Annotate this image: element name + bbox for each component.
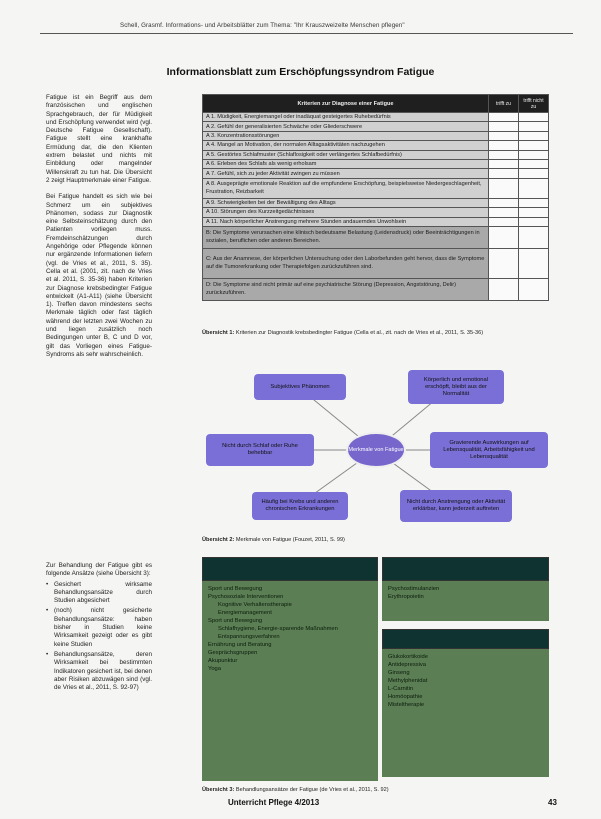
- treatment-column-body: [202, 581, 378, 781]
- left-column-treatment: [46, 562, 152, 694]
- treatment-overview: [202, 557, 549, 819]
- checkbox-cell[interactable]: [489, 208, 519, 217]
- checkbox-cell[interactable]: [519, 150, 549, 159]
- checkbox-cell[interactable]: [519, 159, 549, 168]
- caption-overview-2: [202, 537, 549, 544]
- caption-text: Merkmale von Fatigue (Fouzet, 2011, S. 99): [235, 537, 345, 543]
- caption-overview-1: [202, 330, 549, 337]
- checkbox-cell[interactable]: [489, 178, 519, 198]
- feature-center: Merkmale von Fatigue: [346, 432, 406, 468]
- treatment-item: Psychosoziale Interventionen: [208, 594, 284, 600]
- treatment-item: Misteltherapie: [388, 702, 425, 708]
- caption-label: Übersicht 1:: [202, 330, 235, 336]
- treatment-column-subhead: [382, 629, 549, 649]
- checkbox-cell[interactable]: [519, 113, 549, 122]
- page-title: Informationsblatt zum Erschöpfungssyndrom Fatigue: [166, 66, 435, 78]
- treatment-item: Energiemanagement: [218, 610, 272, 616]
- criteria-table-title: Kriterien zur Diagnose einer Fatigue: [203, 95, 489, 113]
- treatment-item: Homöopathie: [388, 694, 423, 700]
- caption-overview-3: [202, 787, 549, 794]
- criterion-a4: A 4. Mangel an Motivation, der normalen Alltagsaktivitäten nachzugehen: [203, 141, 489, 150]
- treatment-item: Ginseng: [388, 670, 410, 676]
- checkbox-cell[interactable]: [519, 141, 549, 150]
- checkbox-cell[interactable]: [519, 169, 549, 178]
- checkbox-cell[interactable]: [489, 278, 519, 300]
- checkbox-cell[interactable]: [519, 278, 549, 300]
- criterion-a2: A 2. Gefühl der generalisierten Schwäche oder Gliederschwere: [203, 122, 489, 131]
- checkbox-cell[interactable]: [519, 208, 549, 217]
- checkbox-cell[interactable]: [489, 150, 519, 159]
- treatment-column-body: [382, 649, 549, 777]
- feature-mid-left: Nicht durch Schlaf oder Ruhe behebbar: [206, 434, 314, 466]
- treatment-item: L-Carnitin: [388, 686, 414, 692]
- paragraph-intro: Fatigue ist ein Begriff aus dem französischen und englischen Sprachgebrauch, der für Müdigkeit und Erschöpfung verwendet wird (vgl. Deutsche Fatigue Gesellschaft). Fatigue stellt eine krankhafte Ermüdung dar, die den Klienten extrem belastet und nichts mit Einbildung oder mangelnder Willenskraft zu tun hat. Die Übersicht 2 zeigt Hauptmerkmale einer Fatigue.: [46, 94, 152, 184]
- caption-label: Übersicht 3:: [202, 787, 235, 793]
- treatment-column-head: [202, 557, 378, 581]
- feature-top-left: Subjektives Phänomen: [254, 374, 346, 400]
- column-header-not-applies: trifft nicht zu: [519, 95, 549, 113]
- treatment-item: Gesprächsgruppen: [208, 650, 258, 656]
- list-item: • Gesichert wirksame Behandlungsansätze durch Studien abgesichert: [46, 581, 152, 606]
- treatment-item: Glukokortikoide: [388, 654, 428, 660]
- criterion-c: C: Aus der Anamnese, der körperlichen Untersuchung oder den Laborbefunden geht hervor, dass die Symptome auf die Tumorerkrankung oder Therapiefolgen zurückzuführen sind.: [203, 248, 489, 278]
- criterion-a10: A 10. Störungen des Kurzzeitgedächtnisses: [203, 208, 489, 217]
- treatment-item: Antidepressiva: [388, 662, 427, 668]
- criterion-a8: A 8. Ausgeprägte emotionale Reaktion auf die empfundene Erschöpfung, beispielsweise Niedergeschlagenheit, Frustration, Reizbarkeit: [203, 178, 489, 198]
- header-rule: [40, 33, 573, 34]
- list-item: • Behandlungsansätze, deren Wirksamkeit bei bestimmten Indikatoren gesichert ist, bei denen aber Risiken abzuwägen sind (vgl. de Vries et al., 2011, S. 92-97): [46, 651, 152, 692]
- column-header-applies: trifft zu: [489, 95, 519, 113]
- checkbox-cell[interactable]: [519, 178, 549, 198]
- checkbox-cell[interactable]: [519, 226, 549, 248]
- criterion-d: D: Die Symptome sind nicht primär auf eine psychiatrische Störung (Depression, Angststörung, Delir) zurückzuführen.: [203, 278, 489, 300]
- treatment-column-body: [382, 581, 549, 621]
- running-header: Schell, Grasmf. Informations- und Arbeitsblätter zum Thema: "Ihr Krauszweizelte Menschen pflegen": [120, 22, 405, 29]
- feature-top-right: Körperlich und emotional erschöpft, bleibt aus der Normalität: [408, 370, 504, 404]
- treatment-list: [46, 581, 152, 693]
- criterion-a1: A 1. Müdigkeit, Energiemangel oder inadäquat gesteigertes Ruhebedürfnis: [203, 113, 489, 122]
- treatment-item: Psychostimulanzien: [388, 586, 440, 592]
- checkbox-cell[interactable]: [519, 131, 549, 140]
- treatment-column-left: [202, 557, 378, 781]
- treatment-item: Kognitive Verhaltenstherapie: [218, 602, 292, 608]
- treatment-item: Erythropoietin: [388, 594, 424, 600]
- treatment-item: Ernährung und Beratung: [208, 642, 272, 648]
- treatment-item: Akupunktur: [208, 658, 238, 664]
- criterion-b: B: Die Symptome verursachen eine klinisch bedeutsame Belastung (Leidensdruck) oder Beeinträchtigungen in sozialen, beruflichen oder anderen Bereichen.: [203, 226, 489, 248]
- treatment-column-head: [382, 557, 549, 581]
- checkbox-cell[interactable]: [519, 217, 549, 226]
- left-column: [46, 94, 152, 367]
- criterion-a9: A 9. Schwierigkeiten bei der Bewältigung des Alltags: [203, 198, 489, 207]
- criteria-table: [202, 94, 549, 301]
- page-number: 43: [548, 798, 557, 807]
- criterion-a7: A 7. Gefühl, sich zu jeder Aktivität zwingen zu müssen: [203, 169, 489, 178]
- treatment-item: Entspannungsverfahren: [218, 634, 280, 640]
- checkbox-cell[interactable]: [519, 248, 549, 278]
- paragraph-treatment: Zur Behandlung der Fatigue gibt es folgende Ansätze (siehe Übersicht 3):: [46, 562, 152, 578]
- journal-footer: Unterricht Pflege 4/2013: [228, 798, 320, 807]
- checkbox-cell[interactable]: [489, 131, 519, 140]
- treatment-column-right: [382, 557, 549, 777]
- checkbox-cell[interactable]: [489, 169, 519, 178]
- feature-bot-right: Nicht durch Anstrengung oder Aktivität erklärbar, kann jederzeit auftreten: [400, 490, 512, 522]
- fatigue-features-diagram: [202, 364, 549, 532]
- treatment-item: Schlafhygiene, Energie-sparende Maßnahmen: [218, 626, 338, 632]
- treatment-item: Sport und Bewegung: [208, 586, 263, 592]
- checkbox-cell[interactable]: [489, 217, 519, 226]
- treatment-item: Sport und Bewegung: [208, 618, 263, 624]
- criterion-a11: A 11. Nach körperlicher Anstrengung mehrere Stunden andauerndes Unwohlsein: [203, 217, 489, 226]
- paragraph-diagnosis: Bei Fatigue handelt es sich wie bei Schmerz um ein subjektives Phänomen, sodass zur Diagnostik eine Selbsteinschätzung durch den Patienten vorliegen muss. Fremdeinschätzungen durch Angehörige oder Pflegende können nur ergänzende Informationen liefern (vgl. de Vries et al., 2011, S. 35). Cella et al. (2001, zit. nach de Vries et al. 2011, S. 35-36) haben Kriterien zur Diagnose krebsbedingter Fatigue entwickelt (A1-A11) (siehe Übersicht 1). Treffen davon mindestens sechs Merkmale täglich oder fast täglich während der letzten zwei Wochen zu und liegen zusätzlich noch Bedingungen unter B, C und D vor, gilt das Vorliegen eines Fatigue-Syndroms als sehr wahrscheinlich.: [46, 193, 152, 358]
- checkbox-cell[interactable]: [489, 113, 519, 122]
- criterion-a5: A 5. Gestörtes Schlafmuster (Schlaflosigkeit oder verlängertes Schlafbedürfnis): [203, 150, 489, 159]
- checkbox-cell[interactable]: [489, 198, 519, 207]
- caption-text: Behandlungsansätze der Fatigue (de Vries et al., 2011, S. 92): [235, 787, 389, 793]
- checkbox-cell[interactable]: [489, 226, 519, 248]
- criterion-a6: A 6. Erleben des Schlafs als wenig erholsam: [203, 159, 489, 168]
- criterion-a3: A 3. Konzentrationsstörungen: [203, 131, 489, 140]
- checkbox-cell[interactable]: [489, 141, 519, 150]
- treatment-item: Methylphenidat: [388, 678, 428, 684]
- checkbox-cell[interactable]: [489, 159, 519, 168]
- checkbox-cell[interactable]: [519, 122, 549, 131]
- checkbox-cell[interactable]: [489, 248, 519, 278]
- treatment-item: Yoga: [208, 666, 222, 672]
- caption-label: Übersicht 2:: [202, 537, 235, 543]
- feature-mid-right: Gravierende Auswirkungen auf Lebensqualität, Arbeitsfähigkeit und Lebensqualität: [430, 432, 548, 468]
- checkbox-cell[interactable]: [519, 198, 549, 207]
- list-item: • (noch) nicht gesicherte Behandlungsansätze: haben bisher in Studien keine Wirksamkeit gezeigt oder es gibt keine Studien: [46, 607, 152, 648]
- checkbox-cell[interactable]: [489, 122, 519, 131]
- caption-text: Kriterien zur Diagnostik krebsbedingter Fatigue (Cella et al., zit. nach de Vries et al., 2011, S. 35-36): [235, 330, 484, 336]
- feature-bot-left: Häufig bei Krebs und anderen chronischen Erkrankungen: [252, 492, 348, 520]
